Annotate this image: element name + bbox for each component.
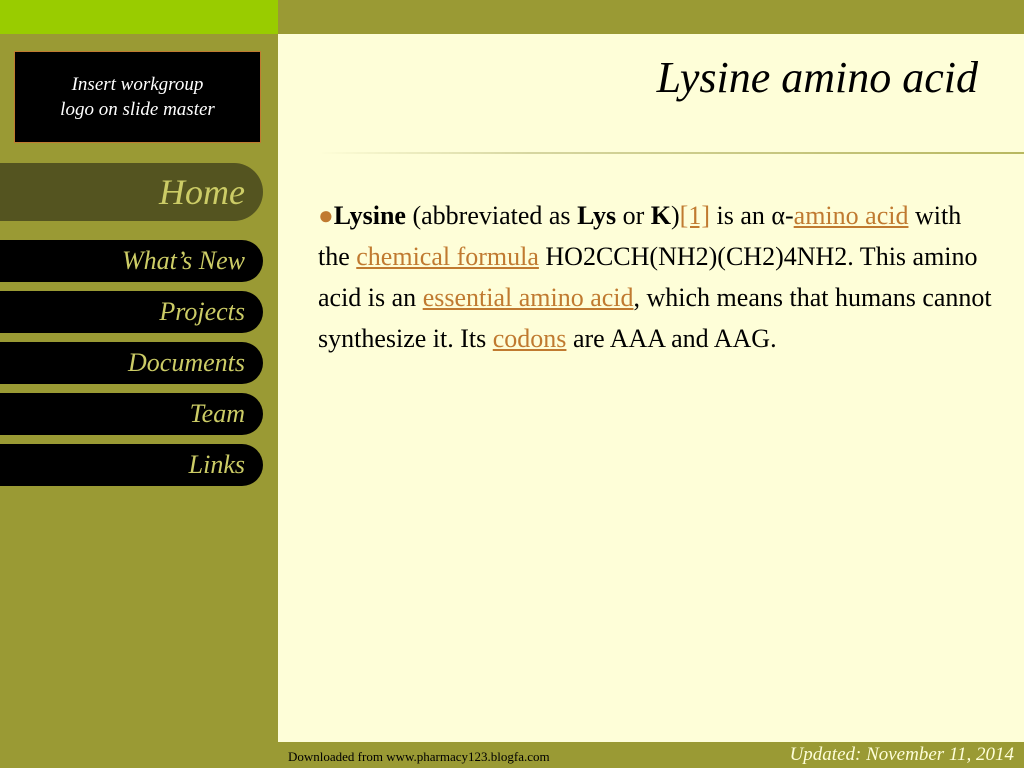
- term-k: K: [650, 201, 671, 230]
- footer-updated-date: Updated: November 11, 2014: [789, 744, 1014, 765]
- footer-source: Downloaded from www.pharmacy123.blogfa.com: [288, 749, 550, 764]
- slide-body: [318, 195, 998, 359]
- nav-team[interactable]: [0, 393, 263, 435]
- term-lysine: Lysine: [333, 201, 406, 230]
- codons-link[interactable]: codons: [492, 324, 567, 353]
- nav-home-label: Home: [159, 172, 245, 212]
- nav-documents-label: Documents: [128, 348, 245, 377]
- nav-whats-new-label: What’s New: [121, 246, 245, 275]
- nav-team-label: Team: [189, 399, 245, 428]
- nav-projects-label: Projects: [159, 297, 245, 326]
- body-text: is an α-: [710, 201, 794, 230]
- sidebar-accent-bar: [0, 0, 278, 34]
- body-text: or: [616, 201, 651, 230]
- body-text: (abbreviated as: [405, 201, 578, 230]
- body-text: with the: [318, 201, 962, 271]
- bullet-icon: ●: [318, 201, 334, 230]
- nav-documents[interactable]: [0, 342, 263, 384]
- reference-link[interactable]: [1]: [679, 201, 710, 230]
- nav-home[interactable]: [0, 163, 263, 221]
- title-divider: [318, 152, 1024, 154]
- amino-acid-link[interactable]: amino acid: [793, 201, 909, 230]
- body-text: , which means that humans cannot synthesize it. Its: [318, 283, 992, 353]
- workgroup-logo-placeholder: [14, 51, 261, 143]
- essential-amino-acid-link[interactable]: essential amino acid: [422, 283, 634, 312]
- logo-text-line2: logo on slide master: [60, 99, 215, 120]
- nav-projects[interactable]: [0, 291, 263, 333]
- top-bar: [278, 0, 1024, 34]
- term-lys: Lys: [577, 201, 617, 230]
- logo-text-line1: Insert workgroup: [71, 74, 204, 95]
- body-text: HO2CCH(NH2)(CH2)4NH2. This amino acid is an: [318, 242, 978, 312]
- nav-links-label: Links: [188, 450, 245, 479]
- body-text: ): [671, 201, 680, 230]
- slide-title: Lysine amino acid: [656, 53, 978, 102]
- chemical-formula-link[interactable]: chemical formula: [356, 242, 539, 271]
- nav-whats-new[interactable]: [0, 240, 263, 282]
- nav-links[interactable]: [0, 444, 263, 486]
- body-text: are AAA and AAG.: [566, 324, 777, 353]
